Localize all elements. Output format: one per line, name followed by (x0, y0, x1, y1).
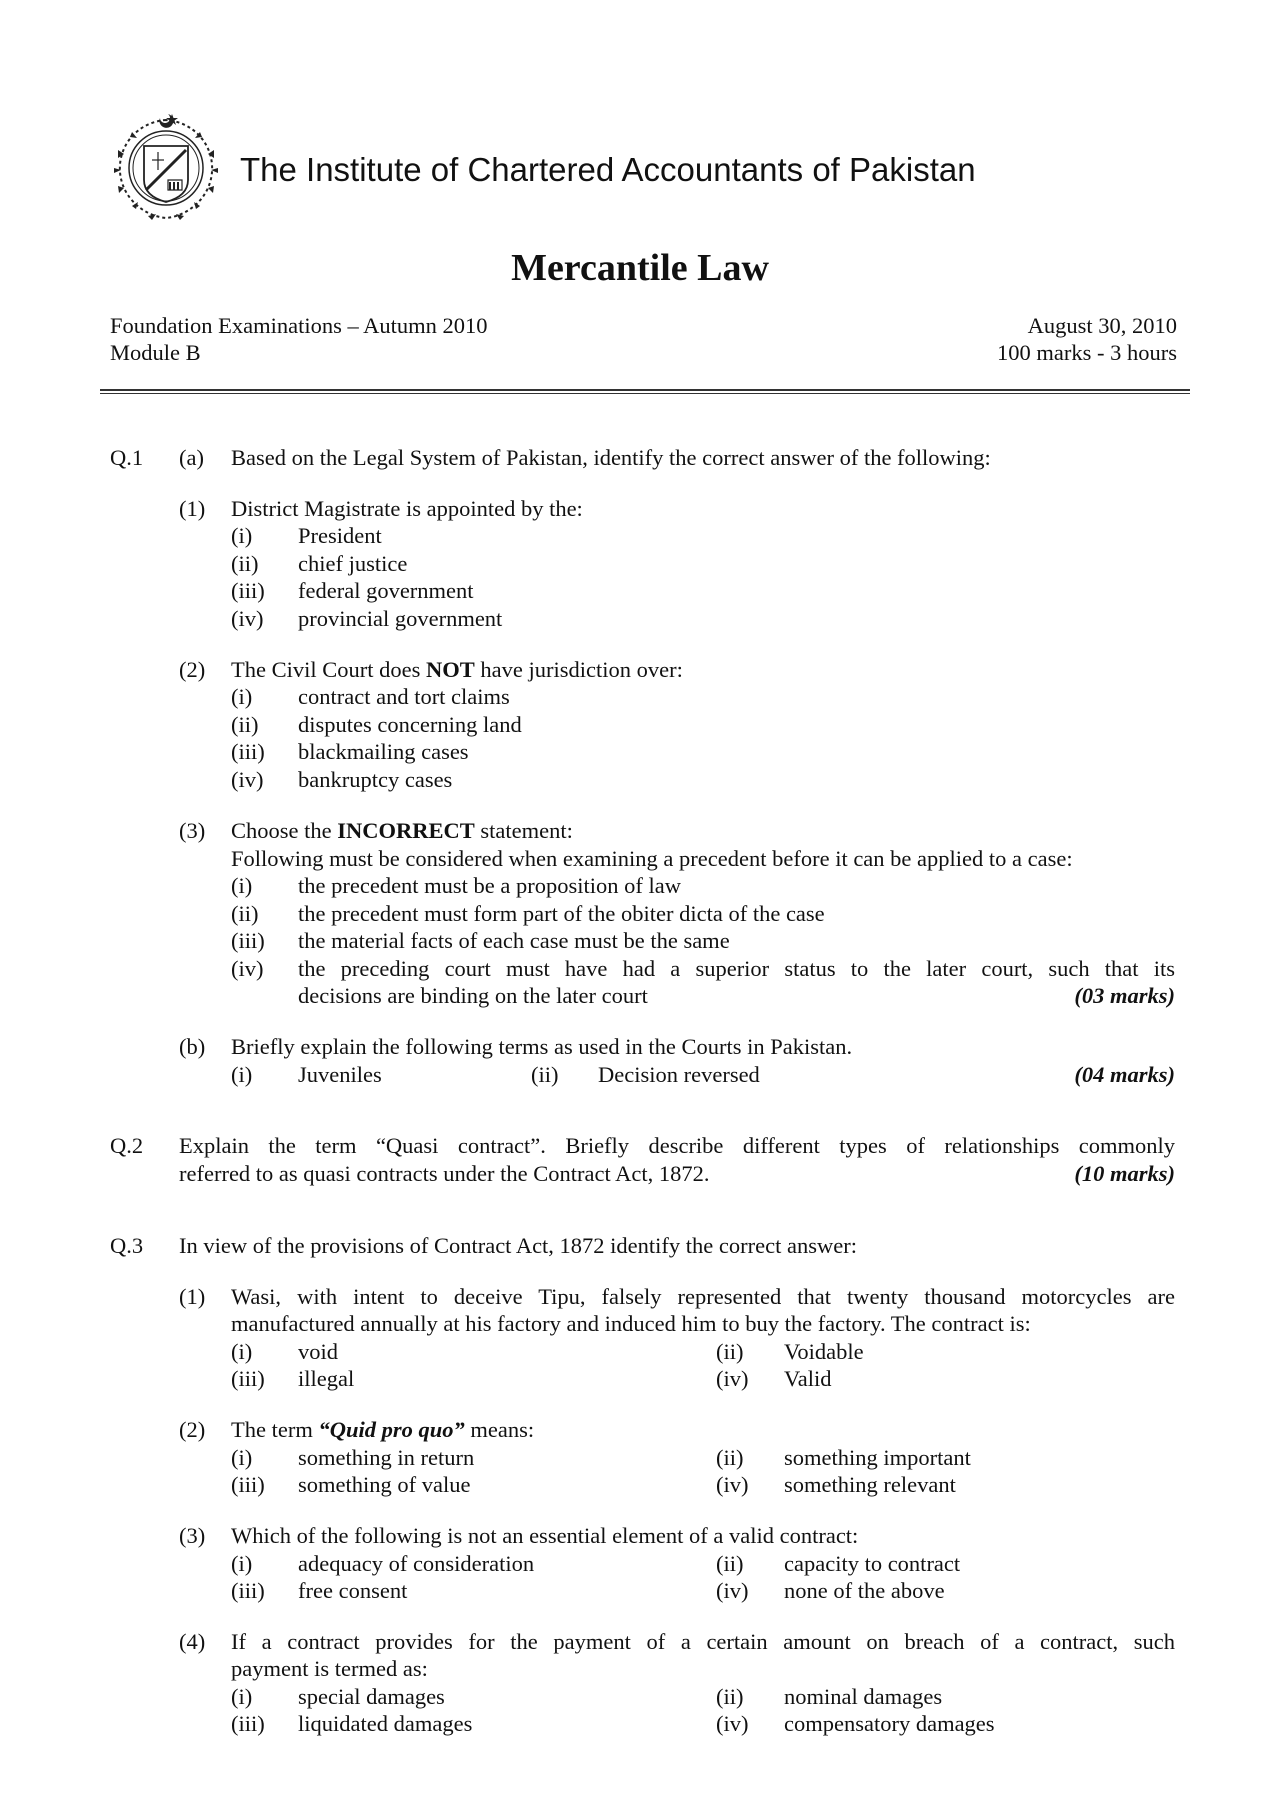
stem-emphasis: INCORRECT (337, 818, 475, 843)
sub-question-number: (3) (179, 1523, 206, 1548)
question-text: In view of the provisions of Contract Act, 1872 identify the correct answer: (179, 1233, 857, 1258)
part-label: (a) (179, 445, 204, 470)
sub-question-stem (231, 656, 683, 684)
option-label: (ii) (231, 551, 259, 576)
option-label: (iii) (231, 1711, 265, 1736)
stem-text: Choose the (231, 818, 338, 843)
option-label: (i) (231, 1339, 253, 1364)
option-text: bankruptcy cases (298, 767, 453, 792)
paper-title: Mercantile Law (511, 247, 769, 289)
stem-emphasis: “Quid pro quo” (318, 1417, 465, 1442)
option-label: (ii) (716, 1339, 744, 1364)
option-text: capacity to contract (784, 1551, 961, 1576)
option-text: the precedent must be a proposition of law (298, 873, 682, 898)
option-label: (iv) (716, 1711, 749, 1736)
option-label: (i) (231, 873, 253, 898)
option-label: (iii) (231, 1366, 265, 1391)
sub-question-number: (1) (179, 1284, 206, 1309)
option-label: (i) (231, 1551, 253, 1576)
option-text: none of the above (784, 1578, 945, 1603)
option-label: (iii) (231, 739, 265, 764)
option-text: adequacy of consideration (298, 1551, 535, 1576)
sub-question-number: (2) (179, 657, 206, 682)
stem-text: The term (231, 1417, 319, 1442)
option-label: (iii) (231, 1472, 265, 1497)
option-text: Voidable (784, 1339, 864, 1364)
option-text: something of value (298, 1472, 471, 1497)
sub-question-stem (231, 1416, 534, 1444)
option-label: (ii) (531, 1062, 559, 1087)
option-label: (ii) (231, 712, 259, 737)
marks: (10 marks) (1074, 1161, 1175, 1186)
option-label: (iii) (231, 928, 265, 953)
marks: (04 marks) (1074, 1062, 1175, 1087)
option-label: (i) (231, 1684, 253, 1709)
sub-question-stem: Which of the following is not an essential element of a valid contract: (231, 1523, 859, 1548)
option-label: (i) (231, 523, 253, 548)
option-label: (ii) (231, 901, 259, 926)
stem-text: The Civil Court does (231, 657, 426, 682)
exam-schedule (997, 312, 1177, 366)
exam-info (110, 312, 488, 366)
option-text: something relevant (784, 1472, 956, 1497)
option-text: the material facts of each case must be the same (298, 928, 730, 953)
option-text: something important (784, 1445, 971, 1470)
option-text: President (298, 523, 382, 548)
option-text-continued: decisions are binding on the later court (298, 983, 648, 1008)
question-number: Q.1 (110, 445, 144, 470)
option-text: the preceding court must have had a superior status to the later court, such that its (298, 956, 1175, 981)
option-label: (i) (231, 1062, 253, 1087)
option-text: nominal damages (784, 1684, 943, 1709)
part-a-text: Based on the Legal System of Pakistan, identify the correct answer of the following: (231, 445, 991, 470)
option-text: Juveniles (298, 1062, 382, 1087)
option-label: (iv) (231, 767, 264, 792)
question-number: Q.3 (110, 1233, 144, 1258)
option-label: (iv) (716, 1366, 749, 1391)
sub-question-number: (1) (179, 496, 206, 521)
stem-emphasis: NOT (426, 657, 475, 682)
stem-text: have jurisdiction over: (474, 657, 683, 682)
header (108, 110, 1188, 230)
option-text: federal government (298, 578, 474, 603)
option-label: (iv) (231, 956, 264, 981)
option-label: (iv) (716, 1472, 749, 1497)
exam-duration: 100 marks - 3 hours (997, 340, 1177, 365)
option-text: disputes concerning land (298, 712, 522, 737)
part-b-text: Briefly explain the following terms as used in the Courts in Pakistan. (231, 1034, 853, 1059)
sub-question-stem-line2: payment is termed as: (231, 1656, 428, 1681)
sub-question-number: (2) (179, 1417, 206, 1442)
sub-question-stem-line2: manufactured annually at his factory and induced him to buy the factory. The contract is: (231, 1311, 1031, 1336)
sub-question-stem: Wasi, with intent to deceive Tipu, falsely represented that twenty thousand motorcycles are (231, 1284, 1175, 1309)
option-label: (iii) (231, 1578, 265, 1603)
sub-question-stem: If a contract provides for the payment of a certain amount on breach of a contract, such (231, 1629, 1175, 1654)
option-text: blackmailing cases (298, 739, 469, 764)
stem-text: statement: (474, 818, 573, 843)
option-label: (ii) (716, 1551, 744, 1576)
sub-question-number: (3) (179, 818, 206, 843)
option-text: Decision reversed (598, 1062, 760, 1087)
exam-date: August 30, 2010 (1027, 313, 1177, 338)
question-text-continued: referred to as quasi contracts under the Contract Act, 1872. (179, 1161, 710, 1186)
option-label: (iv) (716, 1578, 749, 1603)
question-number: Q.2 (110, 1133, 144, 1158)
option-label: (ii) (716, 1445, 744, 1470)
sub-question-stem: District Magistrate is appointed by the: (231, 496, 583, 521)
option-text: the precedent must form part of the obiter dicta of the case (298, 901, 825, 926)
option-text: provincial government (298, 606, 503, 631)
option-label: (iv) (231, 606, 264, 631)
institute-seal-logo (108, 110, 224, 226)
option-label: (ii) (716, 1684, 744, 1709)
option-text: something in return (298, 1445, 475, 1470)
exam-session: Foundation Examinations – Autumn 2010 (110, 313, 488, 338)
option-text: free consent (298, 1578, 408, 1603)
option-label: (i) (231, 684, 253, 709)
option-label: (i) (231, 1445, 253, 1470)
sub-question-number: (4) (179, 1629, 206, 1654)
exam-module: Module B (110, 340, 201, 365)
option-text: contract and tort claims (298, 684, 510, 709)
sub-question-stem (231, 817, 573, 845)
stem-text: means: (464, 1417, 535, 1442)
question-text: Explain the term “Quasi contract”. Briefly describe different types of relationships commonly (179, 1133, 1175, 1158)
option-text: illegal (298, 1366, 355, 1391)
option-text: void (298, 1339, 339, 1364)
option-text: compensatory damages (784, 1711, 995, 1736)
sub-question-stem-line2: Following must be considered when examining a precedent before it can be applied to a case: (231, 846, 1073, 871)
option-text: Valid (784, 1366, 832, 1391)
option-text: chief justice (298, 551, 408, 576)
marks: (03 marks) (1074, 983, 1175, 1008)
option-label: (iii) (231, 578, 265, 603)
option-text: liquidated damages (298, 1711, 473, 1736)
institute-name: The Institute of Chartered Accountants of Pakistan (240, 151, 976, 188)
part-label: (b) (179, 1034, 206, 1059)
option-text: special damages (298, 1684, 445, 1709)
header-divider-secondary (100, 393, 1190, 394)
header-divider (100, 389, 1190, 391)
